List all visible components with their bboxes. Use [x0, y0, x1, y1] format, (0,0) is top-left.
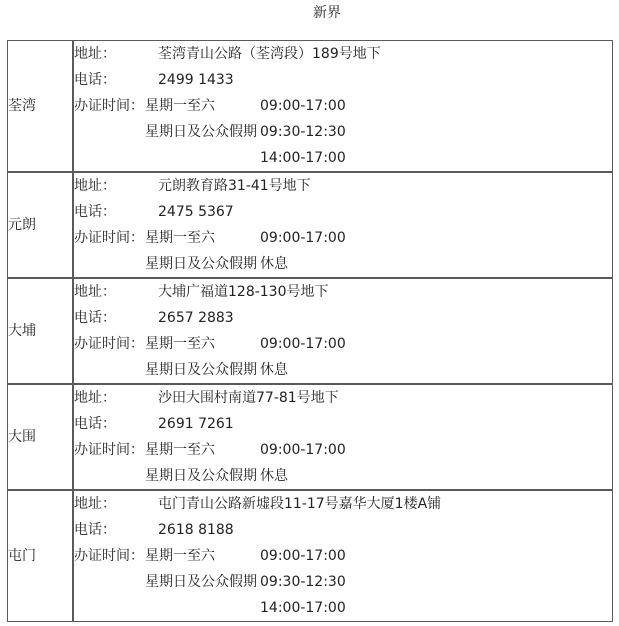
district-name: 元朗 — [7, 172, 73, 278]
hours-time: 09:30-12:30 — [260, 574, 346, 590]
address-value: 荃湾青山公路（荃湾段）189号地下 — [158, 46, 381, 62]
office-row — [7, 490, 613, 622]
office-details — [73, 172, 613, 278]
hours-day: 星期日及公众假期 — [145, 362, 257, 378]
hours-line — [74, 569, 612, 595]
hours-line — [74, 437, 612, 463]
address-line — [74, 385, 612, 411]
district-name: 大埔 — [7, 278, 73, 384]
hours-day: 星期一至六 — [145, 336, 215, 352]
address-line — [74, 41, 612, 67]
hours-line — [74, 463, 612, 489]
address-label: 地址： — [74, 284, 116, 300]
phone-value: 2499 1433 — [158, 72, 234, 88]
hours-time: 09:00-17:00 — [260, 336, 346, 352]
office-details — [73, 278, 613, 384]
hours-time: 14:00-17:00 — [260, 600, 346, 616]
office-details — [73, 490, 613, 622]
address-label: 地址： — [74, 496, 116, 512]
phone-label: 电话： — [74, 310, 116, 326]
phone-line — [74, 517, 612, 543]
address-line — [74, 173, 612, 199]
address-label: 地址： — [74, 46, 116, 62]
hours-day: 星期一至六 — [145, 442, 215, 458]
hours-line — [74, 595, 612, 621]
phone-line — [74, 67, 612, 93]
hours-time: 休息 — [260, 256, 288, 272]
phone-value: 2691 7261 — [158, 416, 234, 432]
address-value: 大埔广福道128-130号地下 — [158, 284, 329, 300]
office-row — [7, 40, 613, 172]
hours-day: 星期日及公众假期 — [145, 256, 257, 272]
address-label: 地址： — [74, 390, 116, 406]
hours-line — [74, 331, 612, 357]
hours-time: 09:00-17:00 — [260, 442, 346, 458]
hours-time: 09:00-17:00 — [260, 98, 346, 114]
hours-line — [74, 543, 612, 569]
district-name: 屯门 — [7, 490, 73, 622]
hours-day: 星期日及公众假期 — [145, 574, 257, 590]
district-name: 荃湾 — [7, 40, 73, 172]
office-details — [73, 40, 613, 172]
hours-time: 09:00-17:00 — [260, 548, 346, 564]
address-value: 屯门青山公路新墟段11-17号嘉华大厦1楼A铺 — [158, 496, 442, 512]
hours-time: 09:00-17:00 — [260, 230, 346, 246]
hours-line — [74, 225, 612, 251]
hours-day: 星期日及公众假期 — [145, 468, 257, 484]
hours-day: 星期一至六 — [145, 98, 215, 114]
phone-label: 电话： — [74, 204, 116, 220]
hours-time: 09:30-12:30 — [260, 124, 346, 140]
address-label: 地址： — [74, 178, 116, 194]
phone-label: 电话： — [74, 522, 116, 538]
hours-label: 办证时间： — [74, 98, 144, 114]
phone-value: 2475 5367 — [158, 204, 234, 220]
section-title: 新界 — [313, 5, 341, 21]
address-value: 元朗教育路31-41号地下 — [158, 178, 311, 194]
phone-label: 电话： — [74, 416, 116, 432]
office-row — [7, 172, 613, 278]
phone-label: 电话： — [74, 72, 116, 88]
hours-day: 星期一至六 — [145, 548, 215, 564]
phone-value: 2618 8188 — [158, 522, 234, 538]
office-row — [7, 278, 613, 384]
address-value: 沙田大围村南道77-81号地下 — [158, 390, 339, 406]
hours-label: 办证时间： — [74, 336, 144, 352]
office-details — [73, 384, 613, 490]
hours-line — [74, 119, 612, 145]
hours-day: 星期一至六 — [145, 230, 215, 246]
address-line — [74, 279, 612, 305]
hours-line — [74, 145, 612, 171]
phone-value: 2657 2883 — [158, 310, 234, 326]
hours-time: 14:00-17:00 — [260, 150, 346, 166]
hours-line — [74, 251, 612, 277]
district-name: 大围 — [7, 384, 73, 490]
hours-day: 星期日及公众假期 — [145, 124, 257, 140]
hours-line — [74, 93, 612, 119]
address-line — [74, 491, 612, 517]
phone-line — [74, 411, 612, 437]
hours-time: 休息 — [260, 468, 288, 484]
hours-line — [74, 357, 612, 383]
hours-label: 办证时间： — [74, 442, 144, 458]
hours-label: 办证时间： — [74, 230, 144, 246]
hours-label: 办证时间： — [74, 548, 144, 564]
phone-line — [74, 199, 612, 225]
hours-time: 休息 — [260, 362, 288, 378]
office-row — [7, 384, 613, 490]
office-table — [7, 40, 613, 622]
phone-line — [74, 305, 612, 331]
